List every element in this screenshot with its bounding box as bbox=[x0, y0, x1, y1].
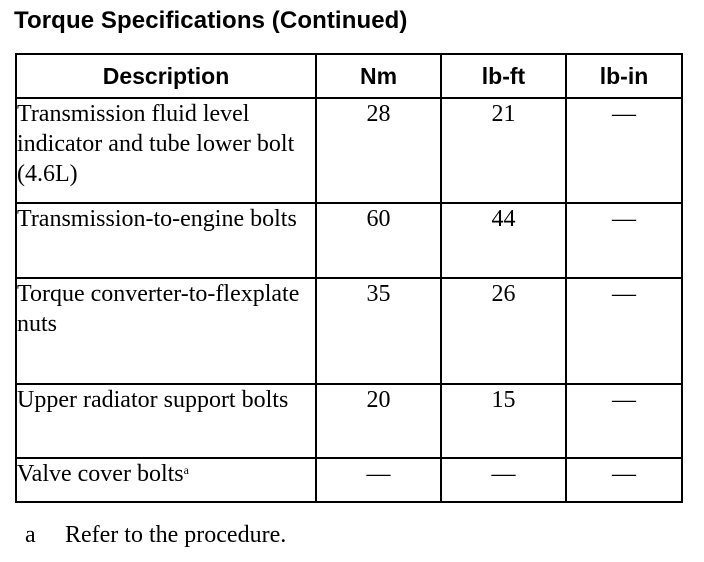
header-lb-ft: lb-ft bbox=[441, 54, 566, 98]
cell-description: Torque converter-to-flexplate nuts bbox=[16, 278, 316, 384]
cell-description: Transmission-to-engine bolts bbox=[16, 203, 316, 278]
cell-description bbox=[16, 458, 316, 502]
cell-lb-in: — bbox=[566, 203, 682, 278]
table-header-row bbox=[16, 54, 682, 98]
cell-nm: 20 bbox=[316, 384, 441, 458]
footnote-mark: a bbox=[25, 522, 36, 548]
cell-lb-ft: 15 bbox=[441, 384, 566, 458]
cell-nm: 28 bbox=[316, 98, 441, 203]
cell-lb-ft: 26 bbox=[441, 278, 566, 384]
cell-description: Upper radiator support bolts bbox=[16, 384, 316, 458]
cell-lb-ft: — bbox=[441, 458, 566, 502]
description-text: Valve cover bolts bbox=[17, 461, 184, 487]
table-row bbox=[16, 203, 682, 278]
cell-lb-in: — bbox=[566, 98, 682, 203]
footnote-text: Refer to the procedure. bbox=[65, 522, 287, 548]
torque-spec-table bbox=[15, 53, 683, 503]
cell-nm: 35 bbox=[316, 278, 441, 384]
table-row bbox=[16, 278, 682, 384]
cell-lb-in: — bbox=[566, 384, 682, 458]
table-row bbox=[16, 98, 682, 203]
header-lb-in: lb-in bbox=[566, 54, 682, 98]
cell-nm: — bbox=[316, 458, 441, 502]
footnote-marker: a bbox=[183, 463, 189, 477]
cell-lb-in: — bbox=[566, 278, 682, 384]
cell-lb-in: — bbox=[566, 458, 682, 502]
table-row bbox=[16, 384, 682, 458]
cell-description: Transmission fluid level indicator and tube lower bolt (4.6L) bbox=[16, 98, 316, 203]
cell-nm: 60 bbox=[316, 203, 441, 278]
table-row bbox=[16, 458, 682, 502]
cell-lb-ft: 44 bbox=[441, 203, 566, 278]
header-description: Description bbox=[16, 54, 316, 98]
page-title: Torque Specifications (Continued) bbox=[14, 7, 408, 34]
header-nm: Nm bbox=[316, 54, 441, 98]
footnote bbox=[25, 522, 286, 549]
cell-lb-ft: 21 bbox=[441, 98, 566, 203]
